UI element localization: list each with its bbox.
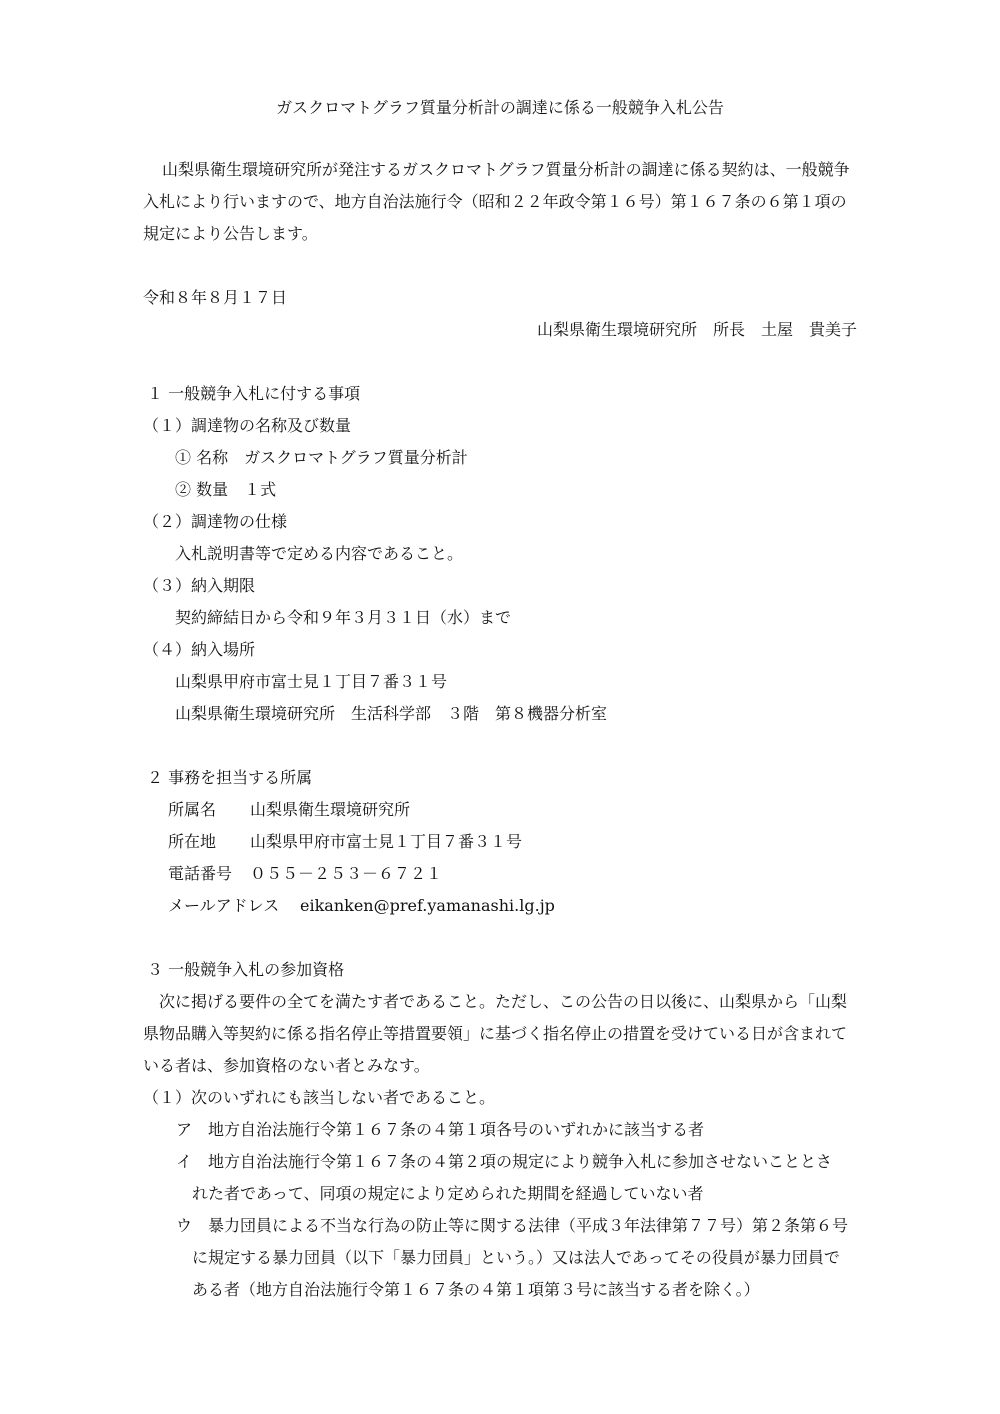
section-1-item-1-heading: （１）調達物の名称及び数量 bbox=[143, 416, 352, 435]
dept-value: 山梨県衛生環境研究所 bbox=[250, 800, 411, 819]
procurement-name: ① 名称 ガスクロマトグラフ質量分析計 bbox=[175, 448, 468, 467]
delivery-deadline: 契約締結日から令和９年３月３１日（水）まで bbox=[175, 608, 512, 627]
email-label: メールアドレス bbox=[168, 896, 280, 915]
notice-date: 令和８年８月１７日 bbox=[143, 288, 288, 307]
procurement-quantity: ② 数量 １式 bbox=[175, 480, 277, 499]
section-1-item-4-heading: （４）納入場所 bbox=[143, 640, 256, 659]
issuer-name: 山梨県衛生環境研究所 所長 土屋 貴美子 bbox=[536, 320, 857, 339]
condition-u-line-1: ウ 暴力団員による不当な行為の防止等に関する法律（平成３年法律第７７号）第２条第６号 bbox=[176, 1216, 849, 1235]
section-3-intro-line-2: 県物品購入等契約に係る指名停止等措置要領」に基づく指名停止の措置を受けている日が含まれて bbox=[143, 1024, 848, 1043]
page-title: ガスクロマトグラフ質量分析計の調達に係る一般競争入札公告 bbox=[276, 98, 724, 117]
condition-u-line-2: に規定する暴力団員（以下「暴力団員」という。）又は法人であってその役員が暴力団員で bbox=[192, 1248, 840, 1267]
specification-text: 入札説明書等で定める内容であること。 bbox=[175, 544, 464, 563]
location-label: 所在地 bbox=[168, 832, 217, 851]
section-3-heading: ３ 一般競争入札の参加資格 bbox=[147, 960, 345, 979]
dept-label: 所属名 bbox=[168, 800, 217, 819]
section-3-intro-line-3: いる者は、参加資格のない者とみなす。 bbox=[143, 1056, 430, 1075]
phone-value: ０５５－２５３－６７２１ bbox=[250, 864, 443, 883]
section-1-item-3-heading: （３）納入期限 bbox=[143, 576, 256, 595]
intro-line-1: 山梨県衛生環境研究所が発注するガスクロマトグラフ質量分析計の調達に係る契約は、一般競争 bbox=[162, 160, 850, 179]
phone-label: 電話番号 bbox=[168, 864, 233, 883]
section-2-heading: ２ 事務を担当する所属 bbox=[147, 768, 313, 787]
condition-a: ア 地方自治法施行令第１６７条の４第１項各号のいずれかに該当する者 bbox=[176, 1120, 705, 1139]
section-3-intro-line-1: 次に掲げる要件の全てを満たす者であること。ただし、この公告の日以後に、山梨県から「山梨 bbox=[159, 992, 848, 1011]
email-value: eikanken@pref.yamanashi.lg.jp bbox=[300, 896, 555, 915]
delivery-address: 山梨県甲府市富士見１丁目７番３１号 bbox=[175, 672, 448, 691]
condition-u-line-3: ある者（地方自治法施行令第１６７条の４第１項第３号に該当する者を除く。） bbox=[192, 1280, 760, 1299]
section-1-item-2-heading: （２）調達物の仕様 bbox=[143, 512, 288, 531]
intro-line-3: 規定により公告します。 bbox=[143, 224, 318, 243]
section-1-heading: １ 一般競争入札に付する事項 bbox=[147, 384, 361, 403]
condition-i-line-1: イ 地方自治法施行令第１６７条の４第２項の規定により競争入札に参加させないこととさ bbox=[176, 1152, 833, 1171]
section-3-item-1-heading: （１）次のいずれにも該当しない者であること。 bbox=[143, 1088, 496, 1107]
intro-line-2: 入札により行いますので、地方自治法施行令（昭和２２年政令第１６号）第１６７条の６第１項の bbox=[143, 192, 847, 211]
delivery-room: 山梨県衛生環境研究所 生活科学部 ３階 第８機器分析室 bbox=[175, 704, 608, 723]
location-value: 山梨県甲府市富士見１丁目７番３１号 bbox=[250, 832, 523, 851]
condition-i-line-2: れた者であって、同項の規定により定められた期間を経過していない者 bbox=[192, 1184, 704, 1203]
